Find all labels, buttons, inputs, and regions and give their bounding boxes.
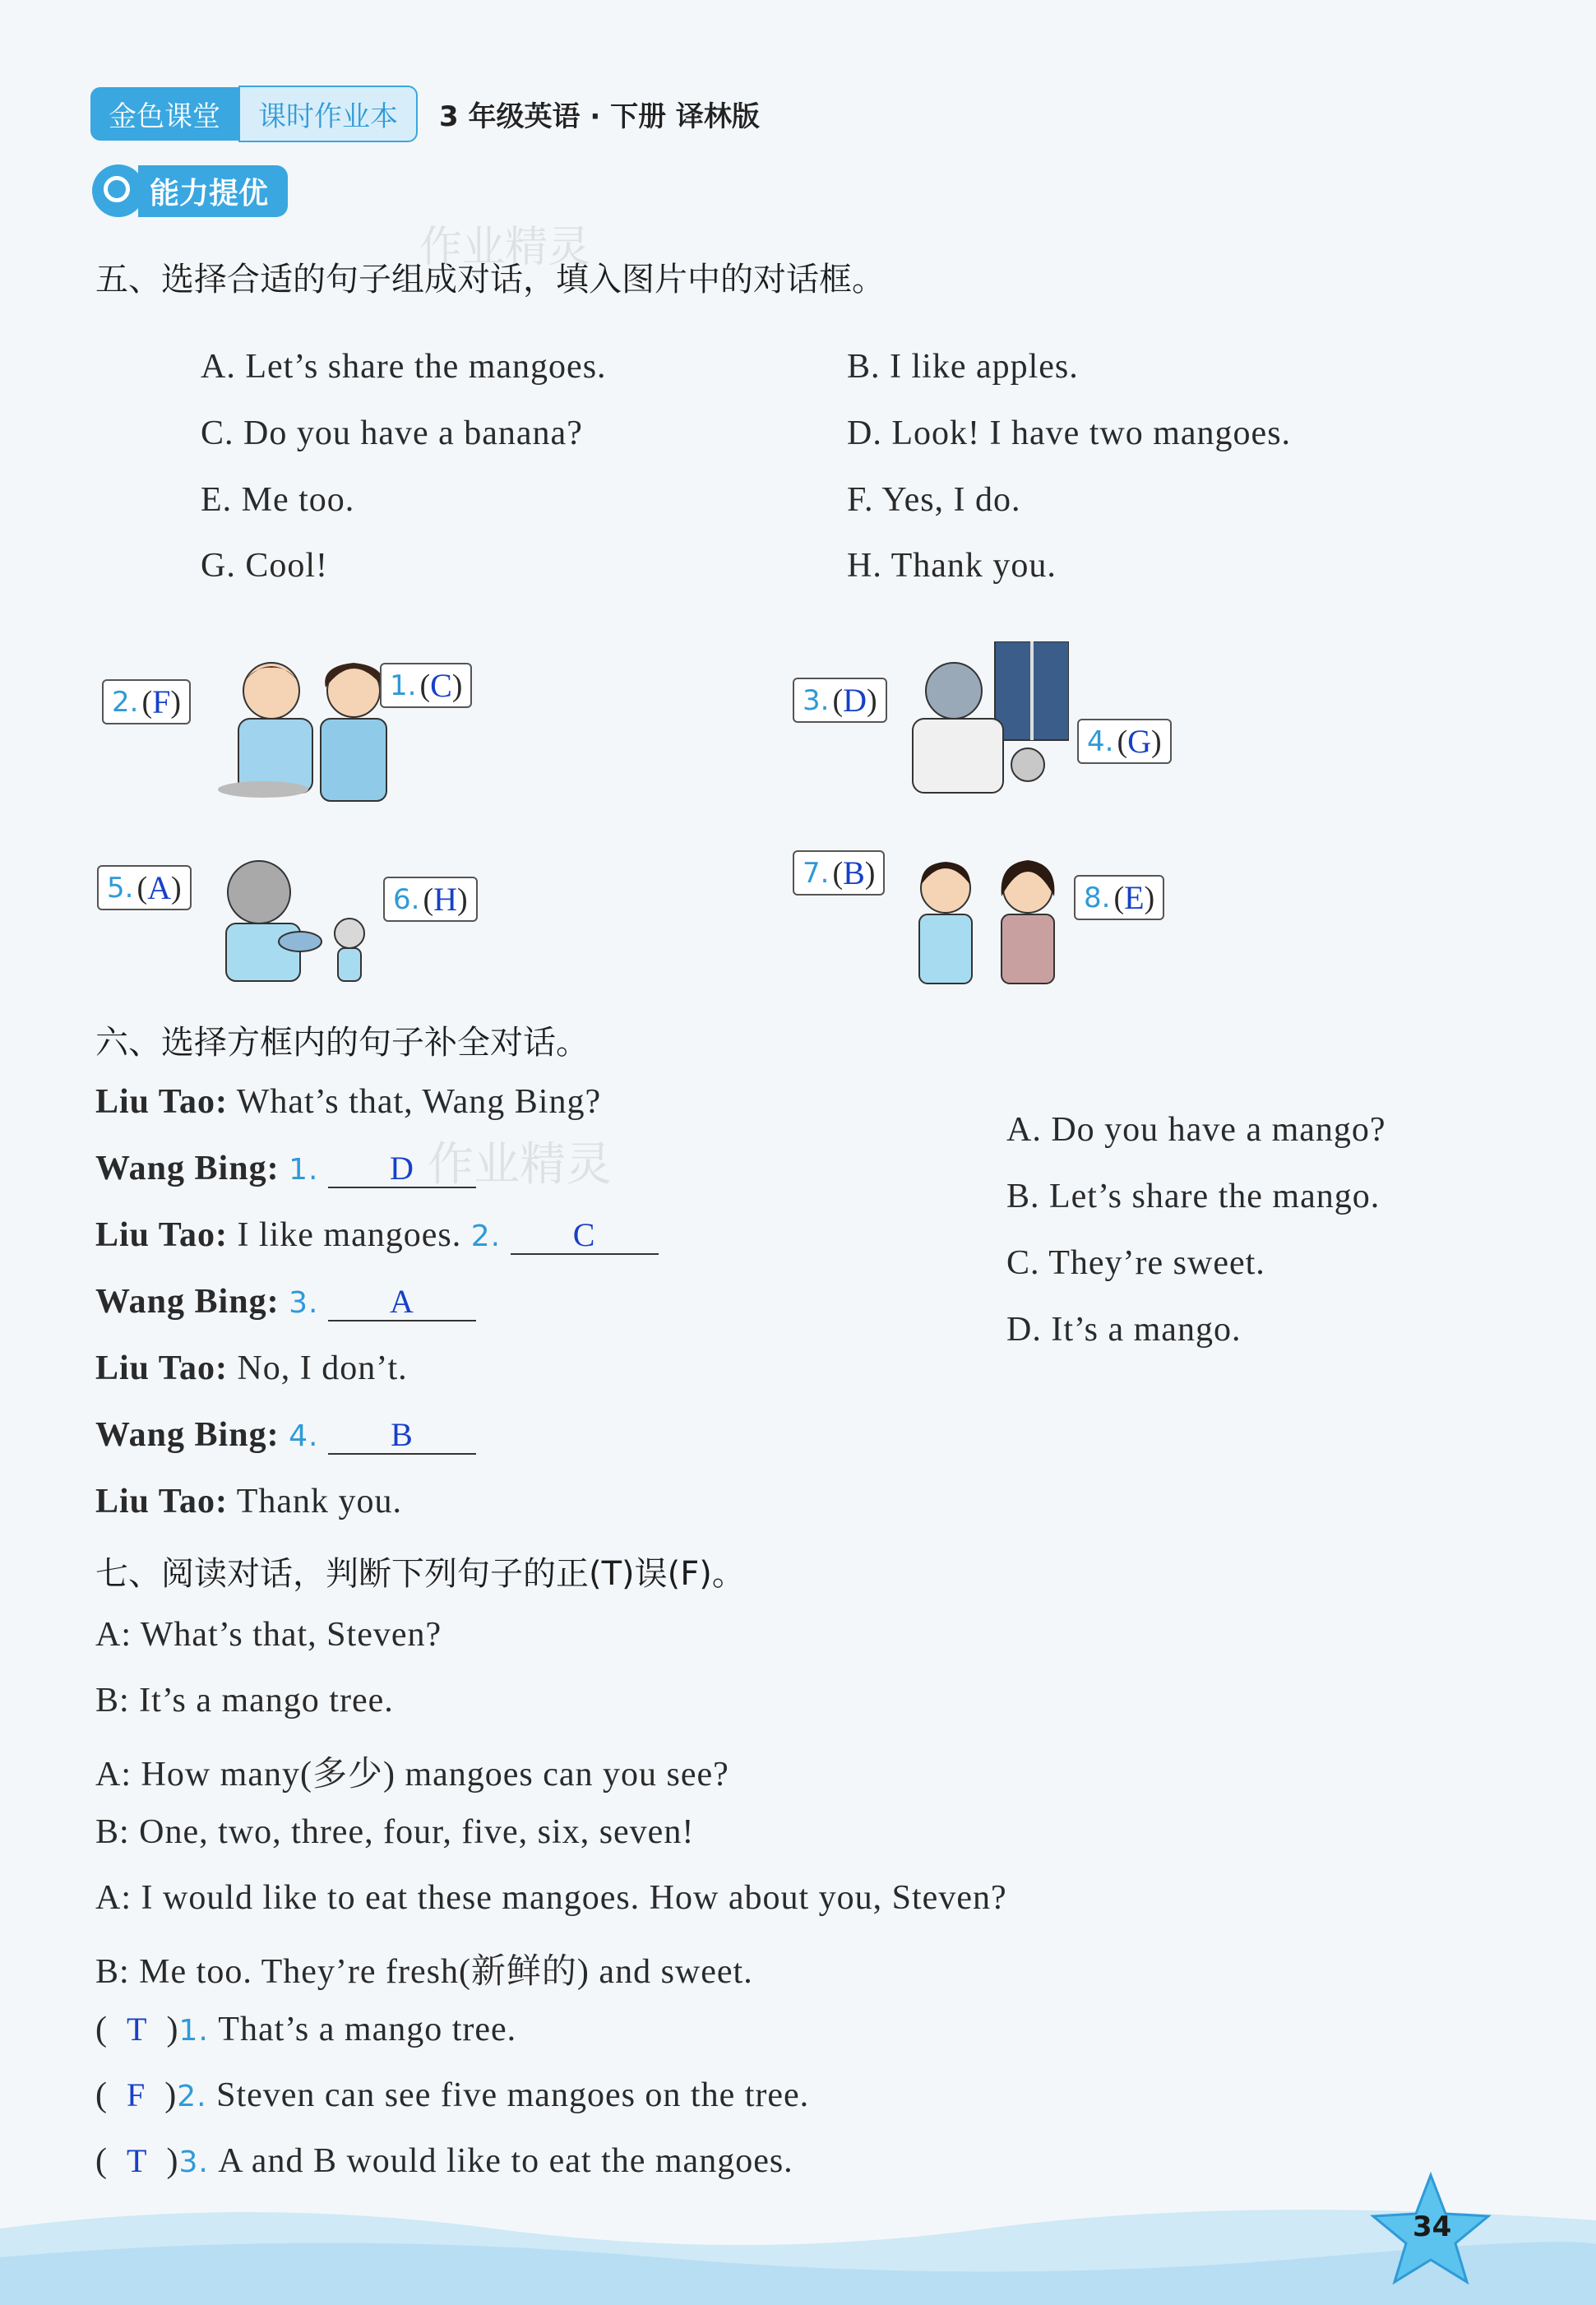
q5-option: H. Thank you. [847, 547, 1057, 585]
q5-option: F. Yes, I do. [847, 481, 1021, 519]
answer-bubble: 1. ( C ) [380, 663, 472, 708]
answer-bubble: 2. ( F ) [102, 679, 191, 724]
q5-option: G. Cool! [201, 547, 328, 585]
option-box-item: A. Do you have a mango? [1006, 1111, 1386, 1149]
dialog-line: Wang Bing: 4. B [95, 1415, 476, 1455]
reading-line: A: I would like to eat these mangoes. How about you, Steven? [95, 1879, 1007, 1917]
watermark: 作业精灵 [419, 223, 591, 272]
answer-bubble: 3. ( D ) [793, 678, 887, 723]
answer-bubble: 8. ( E ) [1074, 875, 1164, 920]
bottom-wave-decoration [0, 2179, 1596, 2305]
answer-text: D [389, 1150, 414, 1187]
dialog-line: Wang Bing: 1. D [95, 1149, 476, 1188]
q5-option: C. Do you have a banana? [201, 414, 583, 452]
option-box-item: C. They’re sweet. [1006, 1244, 1265, 1282]
q5-title: 五、选择合适的句子组成对话，填入图片中的对话框。 [95, 261, 885, 299]
reading-line: B: Me too. They’re fresh(新鲜的) and sweet. [95, 1953, 753, 1991]
brand-secondary: 课时作业本 [238, 86, 418, 142]
section-badge [92, 164, 288, 217]
q6-title: 六、选择方框内的句子补全对话。 [95, 1024, 589, 1062]
illustration-two-girls [904, 855, 1069, 987]
answer-text: C [572, 1216, 596, 1253]
reading-line: A: How many(多少) mangoes can you see? [95, 1756, 729, 1794]
judgement-item: ( T )1. That’s a mango tree. [95, 2011, 517, 2048]
dialog-line: Liu Tao: What’s that, Wang Bing? [95, 1083, 602, 1121]
reading-line: B: One, two, three, four, five, six, seven! [95, 1813, 695, 1851]
q5-option: E. Me too. [201, 481, 355, 519]
judgement-item: ( T )3. A and B would like to eat the mangoes. [95, 2142, 793, 2180]
q5-option: D. Look! I have two mangoes. [847, 414, 1292, 452]
dialog-line: Liu Tao: No, I don’t. [95, 1349, 408, 1387]
answer-bubble: 5. ( A ) [97, 865, 192, 910]
reading-line: A: What’s that, Steven? [95, 1616, 442, 1654]
page-header [90, 89, 760, 138]
book-title: 3 年级英语 · 下册 译林版 [439, 100, 760, 133]
judgement-item: ( F )2. Steven can see five mangoes on the tree. [95, 2076, 810, 2114]
answer-bubble: 6. ( H ) [383, 877, 478, 922]
option-box-item: B. Let’s share the mango. [1006, 1178, 1381, 1215]
option-box-item: D. It’s a mango. [1006, 1311, 1242, 1349]
dialog-line: Liu Tao: Thank you. [95, 1483, 402, 1520]
dialog-line: Liu Tao: I like mangoes. 2. C [95, 1215, 659, 1255]
answer-text: A [389, 1283, 414, 1320]
illustration-cat-and-window [896, 641, 1069, 806]
answer-bubble: 4. ( G ) [1077, 719, 1172, 764]
target-icon [92, 164, 145, 217]
q7-title: 七、阅读对话，判断下列句子的正(T)误(F)。 [95, 1555, 745, 1593]
reading-line: B: It’s a mango tree. [95, 1682, 394, 1719]
q5-option: B. I like apples. [847, 348, 1079, 386]
answer-bubble: 7. ( B ) [793, 850, 885, 896]
section-badge-label: 能力提优 [138, 165, 288, 217]
illustration-cat-and-mouse [210, 843, 374, 991]
dialog-line: Wang Bing: 3. A [95, 1282, 476, 1321]
page-number: 34 [1413, 2210, 1452, 2243]
watermark: 作业精灵 [428, 1138, 612, 1192]
q5-option: A. Let’s share the mangoes. [201, 348, 607, 386]
answer-text: B [391, 1416, 414, 1453]
brand-primary: 金色课堂 [90, 87, 238, 141]
